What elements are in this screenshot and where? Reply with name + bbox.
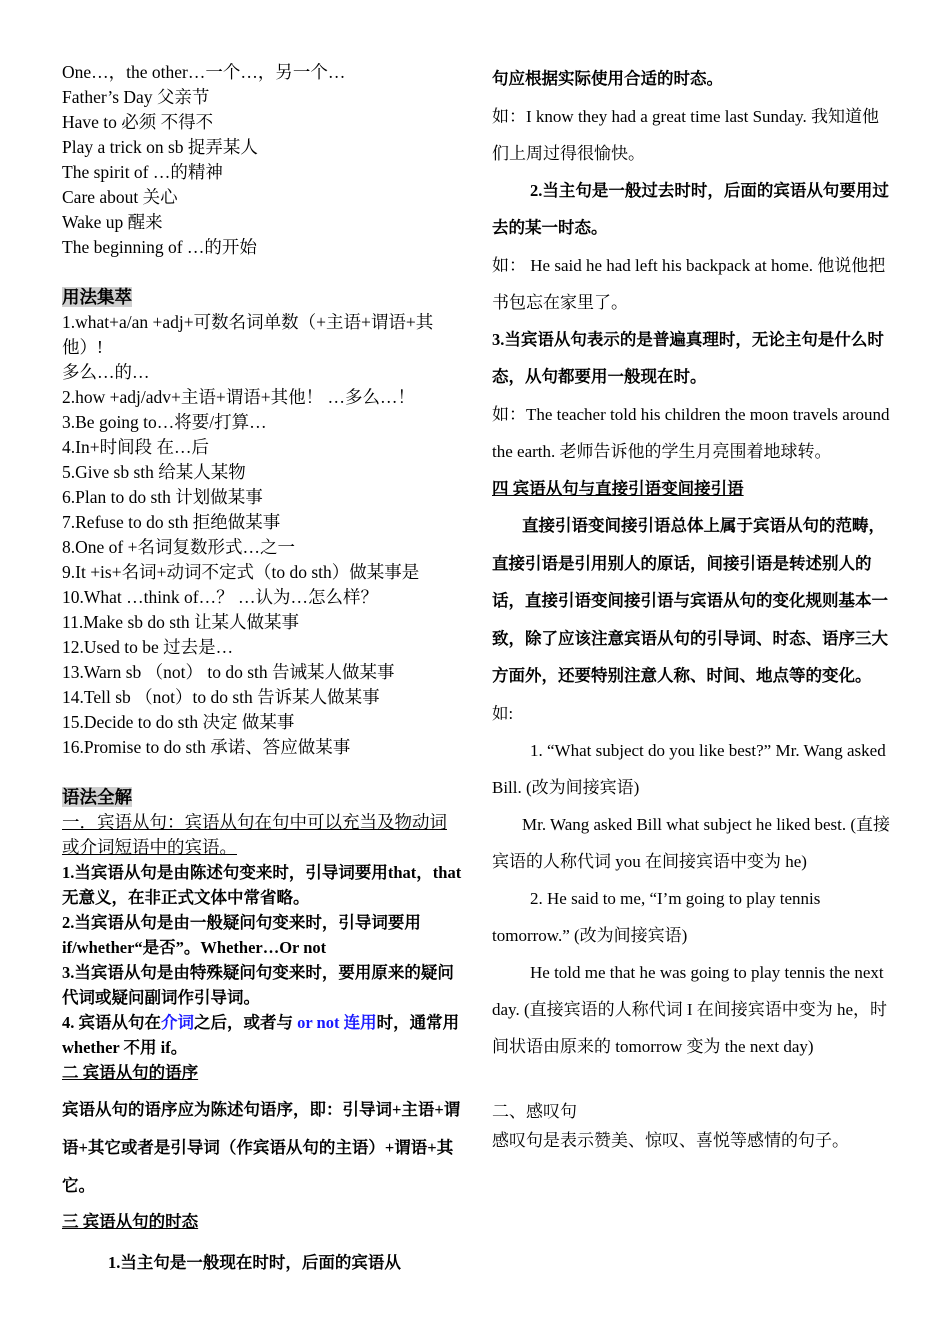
usage-item: 多么…的… [62,362,150,382]
usage-item: 3.Be going to…将要/打算… [62,412,267,432]
tense-rule-1-end: 句应根据实际使用合适的时态。 [492,69,723,88]
vocab-item: Wake up 醒来 [62,212,163,232]
usage-item: 11.Make sb do sth 让某人做某事 [62,612,300,632]
usage-item: 9.It +is+名词+动词不定式（to do sth）做某事是 [62,562,420,582]
object-clause-rule-4: 4. 宾语从句在介词之后，或者与 or not 连用时，通常用 whether 不用 if。 [62,1013,460,1057]
exclamation-body: 感叹句是表示赞美、惊叹、喜悦等感情的句子。 [492,1131,849,1150]
reported-speech-heading: 四 宾语从句与直接引语变间接引语 [492,478,744,498]
vocab-item: Care about 关心 [62,187,178,207]
vocab-item: Father’s Day 父亲节 [62,87,210,107]
tense-rule-2: 2.当主句是一般过去时时，后面的宾语从句要用过去的某一时态。 [492,180,889,237]
tense-rule-3: 3.当宾语从句表示的是普遍真理时，无论主句是什么时态，从句都要用一般现在时。 [492,329,884,386]
vocab-item: The spirit of …的精神 [62,162,223,182]
usage-item: 12.Used to be 过去是… [62,637,234,657]
usage-item: 16.Promise to do sth 承诺、答应做某事 [62,737,351,757]
usage-item: 5.Give sb sth 给某人某物 [62,462,246,482]
tense-example-1: 如：I know they had a great time last Sunday. 我知道他们上周过得很愉快。 [492,106,879,163]
vocab-item: One…，the other…一个…，另一个… [62,62,346,82]
usage-item: 4.In+时间段 在…后 [62,437,209,457]
usage-item: 10.What …think of…？ …认为…怎么样？ [62,587,378,607]
tense-heading: 三 宾语从句的时态 [62,1212,199,1231]
usage-item: 7.Refuse to do sth 拒绝做某事 [62,512,281,532]
reported-example-2-answer: He told me that he was going to play tennis the next day. (直接宾语的人称代词 I 在间接宾语中变为 he，时间状语由原来的 tomorrow 变为 the next day) [492,963,888,1056]
object-clause-heading: 一．宾语从句：宾语从句在句中可以充当及物动词或介词短语中的宾语。 [62,812,447,857]
tense-rule-1-start: 1.当主句是一般现在时时，后面的宾语从 [108,1253,401,1272]
object-clause-rule-2: 2.当宾语从句是由一般疑问句变来时，引导词要用 if/whether“是否”。Whether…Or not [62,913,421,957]
vocab-item: Have to 必须 不得不 [62,112,214,132]
reported-example-1-answer: Mr. Wang asked Bill what subject he liked best. (直接宾语的人称代词 you 在间接宾语中变为 he) [492,815,891,871]
usage-list [62,310,462,760]
or-not-highlight: or not 连用 [297,1013,377,1032]
word-order-body: 宾语从句的语序应为陈述句语序，即：引导词+主语+谓语+其它或者是引导词（作宾语从句的主语）+谓语+其它。 [62,1100,461,1195]
object-clause-rule-1: 1.当宾语从句是由陈述句变来时，引导词要用that，that 无意义，在非正式文体中常省略。 [62,863,462,907]
word-order-heading: 二 宾语从句的语序 [62,1063,199,1082]
tense-example-3: 如：The teacher told his children the moon travels around the earth. 老师告诉他的学生月亮围着地球转。 [492,404,890,461]
usage-item: 15.Decide to do sth 决定 做某事 [62,712,295,732]
vocab-item: Play a trick on sb 捉弄某人 [62,137,258,157]
vocab-item: The beginning of …的开始 [62,237,257,257]
tense-example-2: 如： He said he had left his backpack at home. 他说他把书包忘在家里了。 [492,255,886,312]
usage-title: 用法集萃 [62,287,132,307]
preposition-highlight: 介词 [161,1013,194,1032]
usage-item: 2.how +adj/adv+主语+谓语+其他！ …多么…！ [62,387,415,407]
exclamation-heading: 二、感叹句 [492,1102,577,1121]
vocab-list [62,60,462,260]
usage-item: 14.Tell sb （not）to do sth 告诉某人做某事 [62,687,380,707]
reported-example-2-question: 2. He said to me, “I’m going to play tennis tomorrow.” (改为间接宾语) [492,889,821,945]
left-column [62,60,462,1275]
usage-item: 6.Plan to do sth 计划做某事 [62,487,263,507]
reported-example-1-question: 1. “What subject do you like best?” Mr. Wang asked Bill. (改为间接宾语) [492,741,886,797]
grammar-title: 语法全解 [62,787,132,807]
usage-item: 8.One of +名词复数形式…之一 [62,537,295,557]
usage-item: 13.Warn sb （not） to do sth 告诫某人做某事 [62,662,395,682]
right-column [492,60,890,1159]
usage-item: 1.what+a/an +adj+可数名词单数（+主语+谓语+其他）! [62,312,434,357]
reported-speech-body: 直接引语变间接引语总体上属于宾语从句的范畴，直接引语是引用别人的原话，间接引语是转述别人的话，直接引语变间接引语与宾语从句的变化规则基本一致，除了应该注意宾语从句的引导词、时态、语序三大方面外，还要特别注意人称、时间、地点等的变化。如: [492,516,888,723]
object-clause-rule-3: 3.当宾语从句是由特殊疑问句变来时，要用原来的疑问代词或疑问副词作引导词。 [62,963,454,1007]
